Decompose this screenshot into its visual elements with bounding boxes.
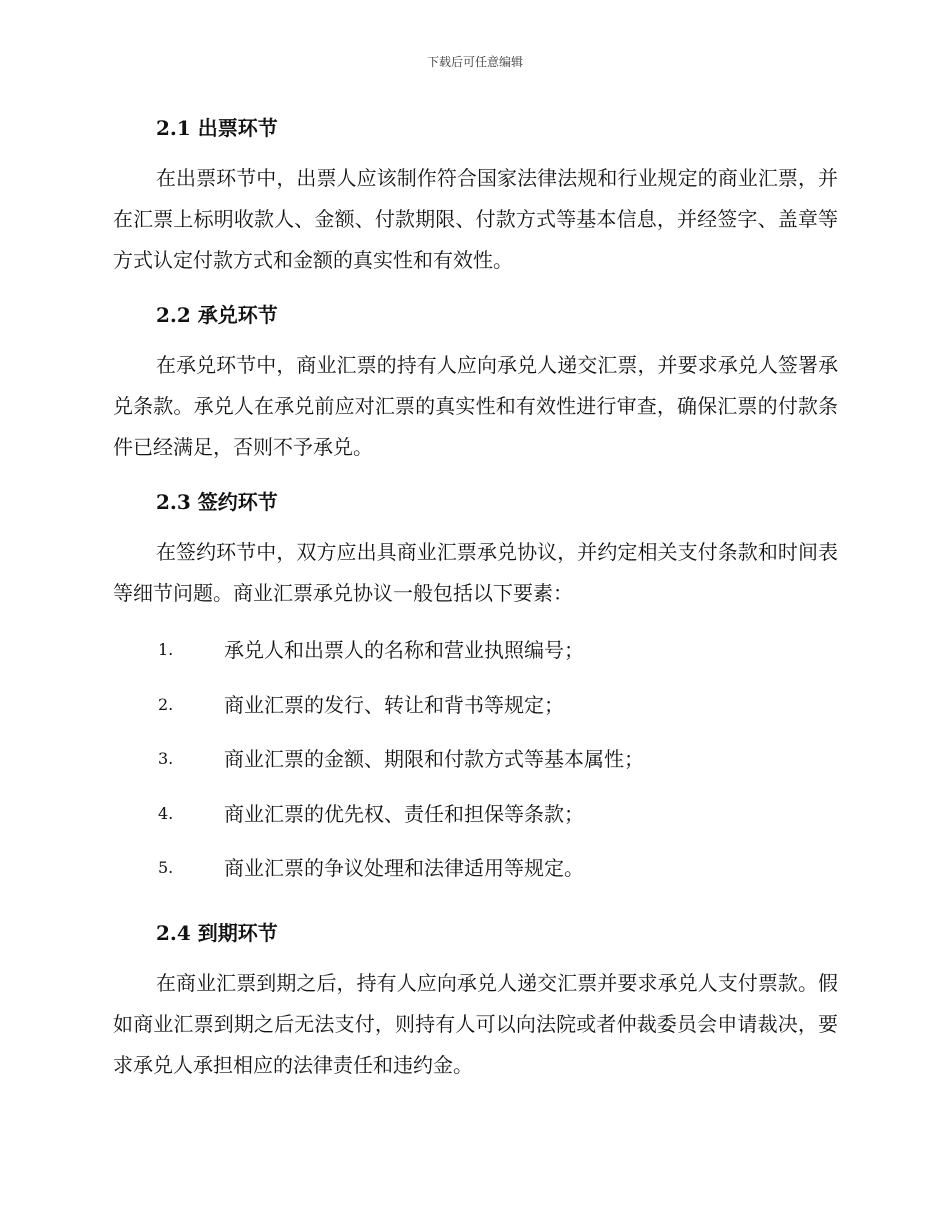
list-item-text: 商业汇票的发行、转让和背书等规定； xyxy=(224,692,564,717)
section-paragraph-2-2: 在承兑环节中，商业汇票的持有人应向承兑人递交汇票，并要求承兑人签署承兑条款。承兑人在承兑前应对汇票的真实性和有效性进行审查，确保汇票的付款条件已经满足，否则不予承兑。 xyxy=(113,353,838,459)
list-item xyxy=(113,848,838,903)
list-item-text: 商业汇票的金额、期限和付款方式等基本属性； xyxy=(224,747,644,771)
list-item-number: 5. xyxy=(158,858,174,877)
section-heading-2-4: 2.4 到期环节 xyxy=(156,920,278,945)
document-body xyxy=(113,108,838,1100)
list-item-text: 承兑人和出票人的名称和营业执照编号； xyxy=(224,638,584,662)
section-heading-2-2: 2.2 承兑环节 xyxy=(156,303,278,327)
section-paragraph-2-4: 在商业汇票到期之后，持有人应向承兑人递交汇票并要求承兑人支付票款。假如商业汇票到期之后无法支付，则持有人可以向法院或者仲裁委员会申请裁决，要求承兑人承担相应的法律责任和违约金。 xyxy=(113,970,838,1077)
list-item xyxy=(113,685,838,740)
section-paragraph-2-1: 在出票环节中，出票人应该制作符合国家法律法规和行业规定的商业汇票，并在汇票上标明收款人、金额、付款期限、付款方式等基本信息，并经签字、盖章等方式认定付款方式和金额的真实性和有效性。 xyxy=(113,166,838,272)
list-item-number: 2. xyxy=(158,694,174,714)
list-item-number: 4. xyxy=(158,803,174,823)
list-item xyxy=(113,794,838,849)
list-item-number: 3. xyxy=(158,749,174,768)
page-header: 下载后可任意编辑 xyxy=(426,55,523,69)
list-item xyxy=(113,630,838,685)
list-item-text: 商业汇票的争议处理和法律适用等规定。 xyxy=(224,856,584,880)
section-heading-2-1: 2.1 出票环节 xyxy=(156,116,278,140)
section-paragraph-2-3: 在签约环节中，双方应出具商业汇票承兑协议，并约定相关支付条款和时间表等细节问题。商业汇票承兑协议一般包括以下要素： xyxy=(113,540,838,605)
list-item-number: 1. xyxy=(158,640,174,659)
list-item xyxy=(113,739,838,794)
section-heading-2-3: 2.3 签约环节 xyxy=(156,490,278,514)
list-item-text: 商业汇票的优先权、责任和担保等条款； xyxy=(224,801,584,826)
agreement-elements-list xyxy=(113,630,838,903)
